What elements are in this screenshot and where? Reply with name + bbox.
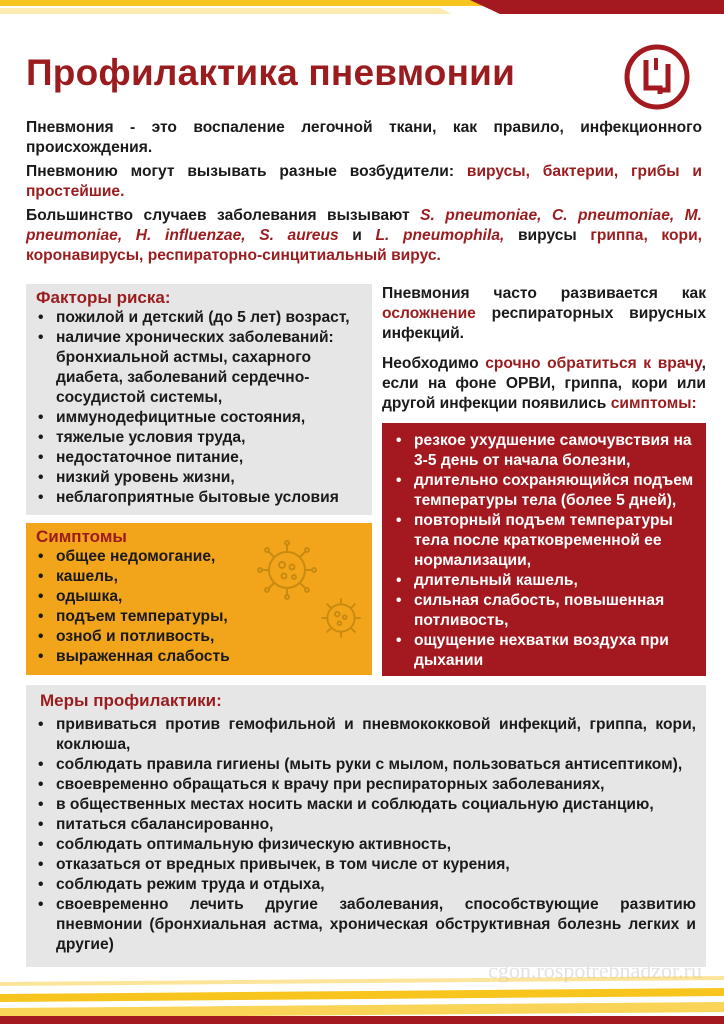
see-doctor-mid: , если на фоне ОРВИ, гриппа, кори или другой инфекции появились — [382, 355, 706, 412]
see-doctor-urgent: срочно обратиться к врачу — [485, 355, 702, 372]
list-item: • тяжелые условия труда, — [32, 428, 364, 448]
see-doctor-lead: Необходимо — [382, 355, 486, 372]
list-item: • в общественных местах носить маски и соблюдать социальную дистанцию, — [32, 795, 696, 815]
list-item: • озноб и потливость, — [32, 627, 364, 647]
see-doctor-symptoms-word: симптомы: — [610, 395, 697, 412]
list-item: • одышка, — [32, 587, 364, 607]
bottom-stripes — [0, 972, 724, 1024]
intro-pathogens-list: вирусы, бактерии, грибы и простейшие. — [26, 163, 703, 200]
list-item: • своевременно лечить другие заболевания, способствующие развитию пневмонии (бронхиальная астма, хроническая обструктивная болезнь легких и другие) — [32, 895, 696, 955]
list-item: • прививаться против гемофильной и пневмококковой инфекций, гриппа, кори, коклюша, — [32, 715, 696, 755]
intro-pathogens-lead: Пневмонию могут вызывать разные возбудители: — [26, 163, 467, 180]
virus-icon — [254, 537, 320, 603]
danger-signs-box — [382, 423, 706, 676]
list-item: • неблагоприятные бытовые условия — [32, 488, 364, 508]
intro-legionella: L. pneumophila, — [375, 227, 505, 244]
risk-factors-box — [26, 284, 372, 515]
risk-factors-list — [32, 308, 364, 508]
list-item: • питаться сбалансированно, — [32, 815, 696, 835]
list-item: • ощущение нехватки воздуха при дыхании — [390, 631, 696, 671]
list-item: • выраженная слабость — [32, 647, 364, 667]
list-item: • иммунодефицитные состояния, — [32, 408, 364, 428]
intro-viruses-word: вирусы — [504, 227, 591, 244]
list-item: • подъем температуры, — [32, 607, 364, 627]
complication-text — [382, 284, 706, 424]
intro-pathogens — [26, 162, 702, 202]
list-item: • соблюдать оптимальную физическую активность, — [32, 835, 696, 855]
symptoms-box — [26, 523, 372, 675]
symptoms-heading: Симптомы — [36, 527, 127, 546]
virus-icon — [316, 593, 366, 643]
list-item: • низкий уровень жизни, — [32, 468, 364, 488]
complication-lead: Пневмония часто развивается как — [382, 285, 706, 302]
page-title: Профилактика пневмонии — [26, 52, 516, 93]
complication-end: респираторных вирусных инфекций. — [382, 305, 706, 342]
risk-factors-heading: Факторы риска: — [36, 288, 171, 307]
complication-word: осложнение — [382, 305, 476, 322]
prevention-heading: Меры профилактики: — [40, 691, 222, 710]
list-item: • соблюдать правила гигиены (мыть руки с мылом, пользоваться антисептиком), — [32, 755, 696, 775]
list-item: • кашель, — [32, 567, 364, 587]
list-item: • соблюдать режим труда и отдыха, — [32, 875, 696, 895]
complication-paragraph — [382, 284, 706, 344]
list-item: • сильная слабость, повышенная потливость, — [390, 591, 696, 631]
list-item: • длительный кашель, — [390, 571, 696, 591]
intro-and: и — [338, 227, 376, 244]
intro-text — [26, 118, 702, 270]
intro-definition: Пневмония - это воспаление легочной ткани, как правило, инфекционного происхождения. — [26, 119, 702, 156]
prevention-list — [32, 715, 696, 955]
see-doctor-paragraph — [382, 354, 706, 414]
top-stripe-red — [0, 0, 724, 20]
list-item: • своевременно обращаться к врачу при респираторных заболеваниях, — [32, 775, 696, 795]
list-item: • отказаться от вредных привычек, в том числе от курения, — [32, 855, 696, 875]
rospotrebnadzor-logo-icon — [624, 44, 690, 110]
list-item: • общее недомогание, — [32, 547, 364, 567]
intro-causes-lead: Большинство случаев заболевания вызывают — [26, 207, 421, 224]
list-item: • пожилой и детский (до 5 лет) возраст, — [32, 308, 364, 328]
intro-virus-list: гриппа, кори, коронавирусы, респираторно-синцитиальный вирус. — [26, 227, 702, 264]
prevention-box — [26, 685, 706, 967]
list-item: • повторный подъем температуры тела после кратковременной ее нормализации, — [390, 511, 696, 571]
list-item: • наличие хронических заболеваний: бронхиальной астмы, сахарного диабета, заболеваний сердечно-сосудистой системы, — [32, 328, 364, 408]
list-item: • недостаточное питание, — [32, 448, 364, 468]
intro-bacteria-list: S. pneumoniae, C. pneumoniae, M. pneumoniae, H. influenzae, S. aureus — [26, 207, 702, 244]
danger-signs-list — [390, 431, 696, 671]
footer-url-watermark: cgon.rospotrebnadzor.ru — [488, 958, 702, 983]
intro-causes — [26, 206, 702, 266]
list-item: • резкое ухудшение самочувствия на 3-5 день от начала болезни, — [390, 431, 696, 471]
list-item: • длительно сохраняющийся подъем температуры тела (более 5 дней), — [390, 471, 696, 511]
